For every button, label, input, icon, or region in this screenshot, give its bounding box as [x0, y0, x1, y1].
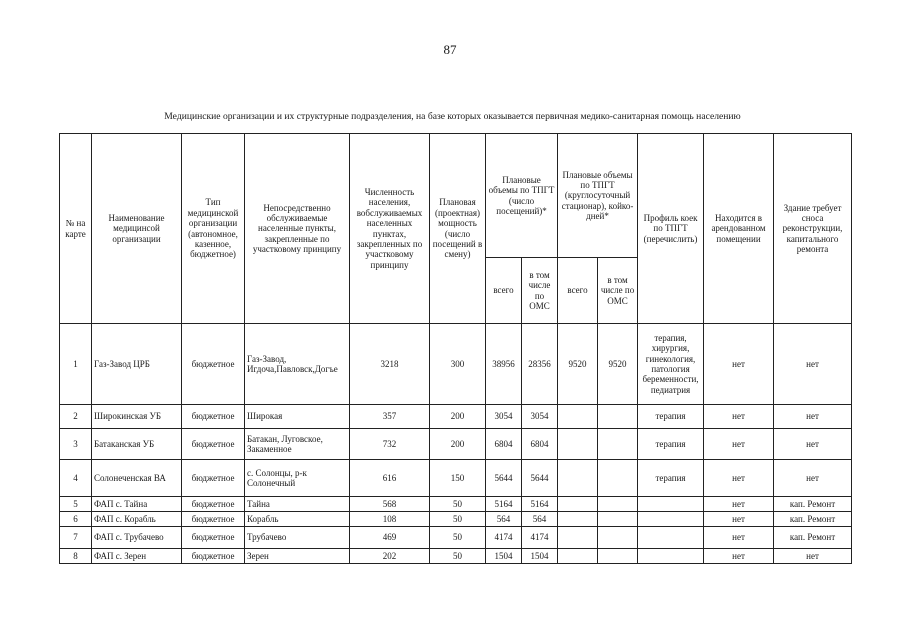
col-header-tpgt-visits: Плановые объемы по ТПГТ (число посещений)* [486, 134, 558, 258]
cell-building: кап. Ремонт [774, 497, 852, 512]
cell-num: 3 [60, 429, 92, 460]
cell-beds-oms [598, 497, 638, 512]
cell-beds-total [558, 527, 598, 549]
cell-beds-total: 9520 [558, 324, 598, 405]
cell-building: нет [774, 429, 852, 460]
cell-name: Батаканская УБ [92, 429, 182, 460]
cell-served: Зерен [245, 549, 350, 564]
cell-rented: нет [704, 429, 774, 460]
cell-visits-oms: 6804 [522, 429, 558, 460]
cell-beds-total [558, 512, 598, 527]
col-header-rented: Находится в арендованном помещении [704, 134, 774, 324]
cell-rented: нет [704, 497, 774, 512]
cell-name: ФАП с. Зерен [92, 549, 182, 564]
cell-beds-total [558, 549, 598, 564]
cell-served: Батакан, Луговское, Закаменное [245, 429, 350, 460]
cell-capacity: 200 [430, 429, 486, 460]
cell-population: 732 [350, 429, 430, 460]
cell-profile [638, 549, 704, 564]
cell-population: 108 [350, 512, 430, 527]
cell-visits-total: 38956 [486, 324, 522, 405]
col-header-visits-oms: в том числе по ОМС [522, 258, 558, 324]
cell-type: бюджетное [182, 527, 245, 549]
cell-beds-oms: 9520 [598, 324, 638, 405]
col-header-beds-oms: в том числе по ОМС [598, 258, 638, 324]
cell-beds-oms [598, 429, 638, 460]
cell-served: Широкая [245, 405, 350, 429]
cell-beds-total [558, 460, 598, 497]
cell-profile: терапия [638, 460, 704, 497]
cell-name: Газ-Завод ЦРБ [92, 324, 182, 405]
table-row [60, 429, 852, 460]
cell-served: с. Солонцы, р-к Солонечный [245, 460, 350, 497]
cell-capacity: 200 [430, 405, 486, 429]
cell-population: 616 [350, 460, 430, 497]
table-row [60, 324, 852, 405]
cell-beds-oms [598, 512, 638, 527]
cell-visits-total: 1504 [486, 549, 522, 564]
cell-population: 357 [350, 405, 430, 429]
cell-num: 2 [60, 405, 92, 429]
cell-num: 7 [60, 527, 92, 549]
col-header-num: № на карте [60, 134, 92, 324]
cell-visits-total: 5164 [486, 497, 522, 512]
cell-profile [638, 512, 704, 527]
cell-rented: нет [704, 527, 774, 549]
cell-visits-total: 4174 [486, 527, 522, 549]
cell-building: нет [774, 324, 852, 405]
cell-capacity: 300 [430, 324, 486, 405]
col-header-building: Здание требует сноса реконструкции, капитального ремонта [774, 134, 852, 324]
cell-building: нет [774, 405, 852, 429]
cell-building: кап. Ремонт [774, 527, 852, 549]
cell-visits-oms: 564 [522, 512, 558, 527]
cell-served: Тайна [245, 497, 350, 512]
cell-num: 1 [60, 324, 92, 405]
table-row [60, 527, 852, 549]
table-row [60, 549, 852, 564]
cell-population: 568 [350, 497, 430, 512]
col-header-type: Тип медицинской организации (автономное, казенное, бюджетное) [182, 134, 245, 324]
cell-name: ФАП с. Корабль [92, 512, 182, 527]
cell-visits-total: 5644 [486, 460, 522, 497]
table-row [60, 497, 852, 512]
cell-type: бюджетное [182, 512, 245, 527]
cell-name: ФАП с. Трубачево [92, 527, 182, 549]
cell-num: 4 [60, 460, 92, 497]
cell-rented: нет [704, 405, 774, 429]
cell-visits-oms: 1504 [522, 549, 558, 564]
cell-visits-total: 564 [486, 512, 522, 527]
table-row [60, 512, 852, 527]
cell-building: нет [774, 460, 852, 497]
cell-type: бюджетное [182, 497, 245, 512]
cell-visits-oms: 3054 [522, 405, 558, 429]
facilities-table [59, 133, 852, 564]
cell-visits-total: 3054 [486, 405, 522, 429]
cell-rented: нет [704, 460, 774, 497]
cell-beds-total [558, 429, 598, 460]
cell-capacity: 50 [430, 549, 486, 564]
cell-profile: терапия [638, 405, 704, 429]
page-number: 87 [443, 42, 457, 57]
cell-rented: нет [704, 512, 774, 527]
table-row [60, 460, 852, 497]
cell-type: бюджетное [182, 429, 245, 460]
cell-profile: терапия [638, 429, 704, 460]
cell-num: 8 [60, 549, 92, 564]
cell-capacity: 50 [430, 497, 486, 512]
cell-population: 3218 [350, 324, 430, 405]
cell-num: 6 [60, 512, 92, 527]
cell-building: кап. Ремонт [774, 512, 852, 527]
cell-name: Солонеченская ВА [92, 460, 182, 497]
cell-visits-oms: 28356 [522, 324, 558, 405]
cell-profile: терапия, хирургия, гинекология, патология беременности, педиатрия [638, 324, 704, 405]
cell-capacity: 150 [430, 460, 486, 497]
cell-profile [638, 497, 704, 512]
cell-served: Газ-Завод, Игдоча,Павловск,Догъе [245, 324, 350, 405]
cell-name: Широкинская УБ [92, 405, 182, 429]
cell-type: бюджетное [182, 405, 245, 429]
cell-rented: нет [704, 324, 774, 405]
cell-type: бюджетное [182, 460, 245, 497]
table-row [60, 405, 852, 429]
cell-profile [638, 527, 704, 549]
col-header-name: Наименование медицинсой организации [92, 134, 182, 324]
cell-visits-oms: 4174 [522, 527, 558, 549]
col-header-beds-total: всего [558, 258, 598, 324]
page-title: Медицинские организации и их структурные подразделения, на базе которых оказывается первичная медико-санитарная помощь населению [164, 111, 741, 122]
cell-beds-total [558, 405, 598, 429]
cell-beds-oms [598, 549, 638, 564]
cell-rented: нет [704, 549, 774, 564]
cell-capacity: 50 [430, 527, 486, 549]
cell-beds-total [558, 497, 598, 512]
cell-served: Трубачево [245, 527, 350, 549]
col-header-capacity: Плановая (проектная) мощность (число посещений в смену) [430, 134, 486, 324]
cell-visits-oms: 5164 [522, 497, 558, 512]
col-header-served: Непосредственно обслуживаемые населенные пункты, закрепленные по участковому принципу [245, 134, 350, 324]
cell-building: нет [774, 549, 852, 564]
col-header-profile: Профиль коек по ТПГТ (перечислить) [638, 134, 704, 324]
col-header-tpgt-beds: Плановые объемы по ТПГТ (круглосуточный стационар), койко-дней* [558, 134, 638, 258]
cell-visits-total: 6804 [486, 429, 522, 460]
cell-type: бюджетное [182, 549, 245, 564]
cell-type: бюджетное [182, 324, 245, 405]
cell-beds-oms [598, 405, 638, 429]
cell-beds-oms [598, 460, 638, 497]
cell-population: 202 [350, 549, 430, 564]
cell-population: 469 [350, 527, 430, 549]
cell-name: ФАП с. Тайна [92, 497, 182, 512]
cell-served: Корабль [245, 512, 350, 527]
col-header-population: Численность населения, вобслуживаемых населенных пунктах, закрепленных по участковому принципу [350, 134, 430, 324]
cell-visits-oms: 5644 [522, 460, 558, 497]
cell-capacity: 50 [430, 512, 486, 527]
cell-beds-oms [598, 527, 638, 549]
col-header-visits-total: всего [486, 258, 522, 324]
cell-num: 5 [60, 497, 92, 512]
